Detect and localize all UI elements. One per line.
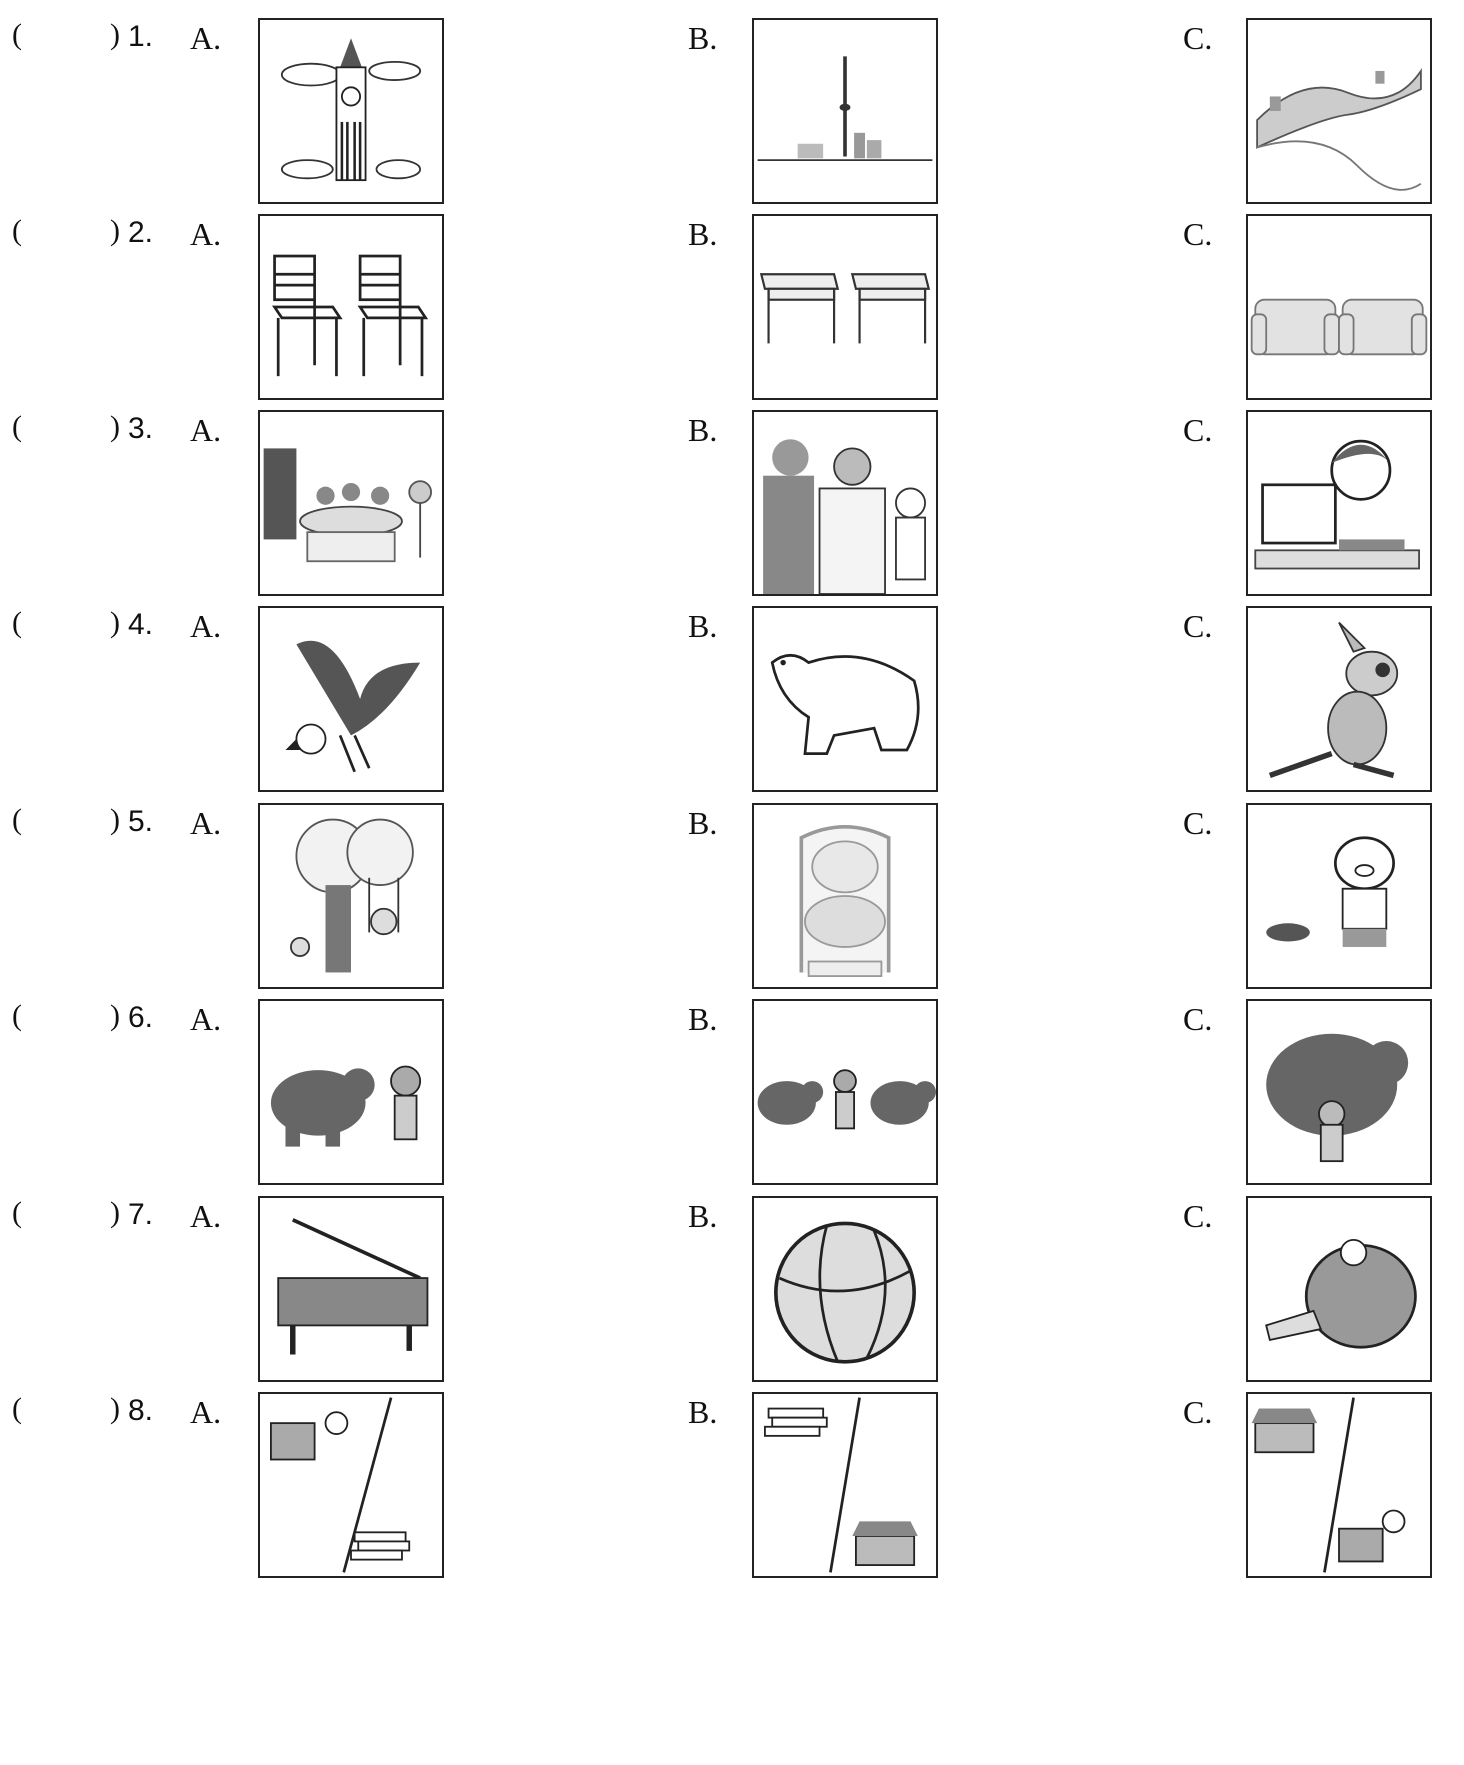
answer-paren-close: ) [110, 606, 120, 639]
option-letter: B. [688, 1198, 718, 1234]
option-letter: C. [1183, 608, 1213, 644]
answer-paren-close: ) [110, 999, 120, 1032]
polar-bear-icon [754, 608, 936, 790]
option-picture[interactable] [258, 803, 444, 989]
eagle-icon [260, 608, 442, 790]
option-letter: A. [190, 1001, 222, 1037]
question-number: 5. [128, 805, 154, 838]
option-picture[interactable] [752, 18, 938, 204]
question-number: 6. [128, 1001, 154, 1034]
option-letter: A. [190, 1198, 222, 1234]
books-shop-icon [754, 1394, 936, 1576]
option-picture[interactable] [1246, 410, 1432, 596]
option-letter: B. [688, 216, 718, 252]
great-wall-icon [1248, 20, 1430, 202]
two-desks-icon [754, 216, 936, 398]
option-picture[interactable] [258, 410, 444, 596]
question-number: 3. [128, 412, 154, 445]
option-picture[interactable] [258, 999, 444, 1185]
question-row [0, 803, 1464, 1003]
family-people-icon [754, 412, 936, 594]
option-letter: B. [688, 608, 718, 644]
answer-paren-open[interactable]: ( [12, 18, 22, 51]
two-chairs-icon [260, 216, 442, 398]
option-letter: C. [1183, 1198, 1213, 1234]
option-picture[interactable] [752, 803, 938, 989]
option-picture[interactable] [1246, 214, 1432, 400]
piano-icon [260, 1198, 442, 1380]
bear-monkey-icon [260, 1001, 442, 1183]
answer-paren-open[interactable]: ( [12, 410, 22, 443]
answer-paren-open[interactable]: ( [12, 1392, 22, 1425]
option-picture[interactable] [258, 18, 444, 204]
answer-paren-close: ) [110, 214, 120, 247]
option-picture[interactable] [752, 410, 938, 596]
answer-paren-open[interactable]: ( [12, 999, 22, 1032]
option-letter: A. [190, 608, 222, 644]
option-letter: C. [1183, 1394, 1213, 1430]
option-picture[interactable] [752, 1392, 938, 1578]
option-letter: C. [1183, 216, 1213, 252]
answer-paren-open[interactable]: ( [12, 214, 22, 247]
tree-swing-icon [260, 805, 442, 987]
option-letter: C. [1183, 20, 1213, 56]
big-ben-icon [260, 20, 442, 202]
option-letter: B. [688, 1394, 718, 1430]
question-number: 8. [128, 1394, 154, 1427]
question-row [0, 18, 1464, 218]
ping-pong-icon [1248, 1198, 1430, 1380]
monkey-between-bears-icon [754, 1001, 936, 1183]
question-row [0, 999, 1464, 1199]
question-row [0, 1392, 1464, 1592]
question-row [0, 214, 1464, 414]
cn-tower-skyline-icon [754, 20, 936, 202]
option-picture[interactable] [1246, 999, 1432, 1185]
option-picture[interactable] [1246, 1196, 1432, 1382]
two-sofas-icon [1248, 216, 1430, 398]
option-letter: B. [688, 805, 718, 841]
question-row [0, 1196, 1464, 1396]
family-dinner-icon [260, 412, 442, 594]
option-picture[interactable] [752, 214, 938, 400]
monkey-front-bear-icon [1248, 1001, 1430, 1183]
answer-paren-open[interactable]: ( [12, 803, 22, 836]
option-letter: A. [190, 1394, 222, 1430]
kangaroo-icon [1248, 608, 1430, 790]
question-number: 1. [128, 20, 154, 53]
option-letter: A. [190, 20, 222, 56]
option-picture[interactable] [752, 1196, 938, 1382]
pig-hole-icon [1248, 805, 1430, 987]
answer-paren-close: ) [110, 410, 120, 443]
option-picture[interactable] [1246, 18, 1432, 204]
option-letter: B. [688, 412, 718, 448]
option-letter: B. [688, 20, 718, 56]
boy-computer-icon [1248, 412, 1430, 594]
option-letter: C. [1183, 1001, 1213, 1037]
shop-tv-icon [1248, 1394, 1430, 1576]
option-picture[interactable] [1246, 1392, 1432, 1578]
answer-paren-close: ) [110, 1392, 120, 1425]
question-row [0, 606, 1464, 806]
basketball-icon [754, 1198, 936, 1380]
option-letter: A. [190, 805, 222, 841]
option-letter: C. [1183, 805, 1213, 841]
option-picture[interactable] [1246, 803, 1432, 989]
question-number: 4. [128, 608, 154, 641]
answer-paren-open[interactable]: ( [12, 606, 22, 639]
question-number: 2. [128, 216, 154, 249]
question-row [0, 410, 1464, 610]
option-letter: C. [1183, 412, 1213, 448]
pig-doorway-icon [754, 805, 936, 987]
option-letter: A. [190, 216, 222, 252]
answer-paren-close: ) [110, 18, 120, 51]
question-number: 7. [128, 1198, 154, 1231]
option-picture[interactable] [258, 1196, 444, 1382]
tv-books-icon [260, 1394, 442, 1576]
option-letter: B. [688, 1001, 718, 1037]
answer-paren-close: ) [110, 1196, 120, 1229]
option-picture[interactable] [258, 606, 444, 792]
option-picture[interactable] [258, 214, 444, 400]
option-picture[interactable] [752, 606, 938, 792]
answer-paren-close: ) [110, 803, 120, 836]
answer-paren-open[interactable]: ( [12, 1196, 22, 1229]
option-letter: A. [190, 412, 222, 448]
option-picture[interactable] [1246, 606, 1432, 792]
option-picture[interactable] [752, 999, 938, 1185]
option-picture[interactable] [258, 1392, 444, 1578]
